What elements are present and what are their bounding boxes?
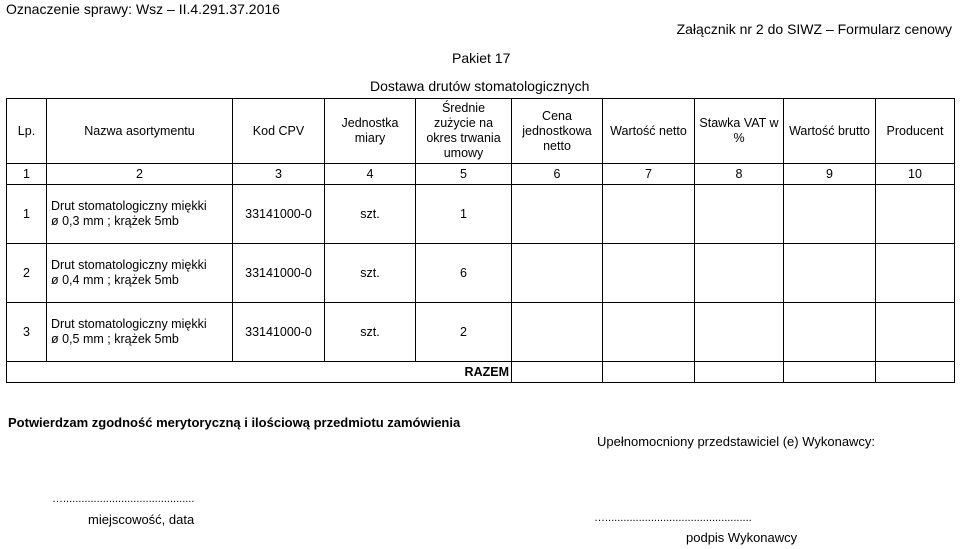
col-header-cpv: Kod CPV	[233, 99, 325, 164]
row-gross-value[interactable]	[784, 244, 876, 303]
representative-label: Upełnomocniony przedstawiciel (e) Wykonawcy:	[597, 434, 876, 449]
col-header-vat: Stawka VAT w %	[695, 99, 784, 164]
col-number: 6	[512, 164, 603, 185]
confirmation-text: Potwierdzam zgodność merytoryczną i ilościową przedmiotu zamówienia	[8, 415, 461, 430]
col-number: 10	[876, 164, 955, 185]
table-row	[7, 303, 955, 362]
total-label: RAZEM	[7, 362, 512, 383]
col-header-name: Nazwa asortymentu	[47, 99, 233, 164]
row-vat[interactable]	[695, 185, 784, 244]
row-unit: szt.	[325, 185, 416, 244]
row-unit: szt.	[325, 244, 416, 303]
row-unit-price[interactable]	[512, 244, 603, 303]
table-header	[7, 99, 955, 164]
attachment-title: Załącznik nr 2 do SIWZ – Formularz cenowy	[676, 21, 952, 37]
total-vat[interactable]	[695, 362, 784, 383]
row-net-value[interactable]	[603, 303, 695, 362]
table-row	[7, 244, 955, 303]
package-label: Pakiet 17	[452, 50, 511, 66]
row-quantity: 2	[416, 303, 512, 362]
row-producer[interactable]	[876, 244, 955, 303]
subject-title: Dostawa drutów stomatologicznych	[370, 78, 590, 94]
total-net-value[interactable]	[603, 362, 695, 383]
col-number: 2	[47, 164, 233, 185]
row-unit-price[interactable]	[512, 185, 603, 244]
price-table	[6, 98, 955, 383]
col-number: 1	[7, 164, 47, 185]
col-header-gross-value: Wartość brutto	[784, 99, 876, 164]
place-date-line: …...........................................	[52, 493, 195, 505]
row-lp: 1	[7, 185, 47, 244]
signature-line: …................................................	[594, 512, 752, 524]
case-number: Oznaczenie sprawy: Wsz – II.4.291.37.2016	[6, 1, 280, 17]
col-number: 9	[784, 164, 876, 185]
col-header-usage: Średnie zużycie na okres trwania umowy	[416, 99, 512, 164]
row-vat[interactable]	[695, 303, 784, 362]
row-cpv: 33141000-0	[233, 244, 325, 303]
col-number: 3	[233, 164, 325, 185]
row-net-value[interactable]	[603, 185, 695, 244]
row-cpv: 33141000-0	[233, 185, 325, 244]
col-number: 5	[416, 164, 512, 185]
row-quantity: 1	[416, 185, 512, 244]
row-lp: 3	[7, 303, 47, 362]
row-gross-value[interactable]	[784, 185, 876, 244]
col-number: 4	[325, 164, 416, 185]
total-row	[7, 362, 955, 383]
row-quantity: 6	[416, 244, 512, 303]
col-number: 8	[695, 164, 784, 185]
row-product-name: Drut stomatologiczny miękki ø 0,4 mm ; krążek 5mb	[47, 244, 233, 303]
row-producer[interactable]	[876, 185, 955, 244]
row-producer[interactable]	[876, 303, 955, 362]
signature-label: podpis Wykonawcy	[686, 530, 798, 545]
row-gross-value[interactable]	[784, 303, 876, 362]
row-net-value[interactable]	[603, 244, 695, 303]
col-header-unit-price: Cena jednostkowa netto	[512, 99, 603, 164]
place-date-label: miejscowość, data	[88, 512, 195, 527]
col-number: 7	[603, 164, 695, 185]
column-numbers-row	[7, 164, 955, 185]
table-row	[7, 185, 955, 244]
row-lp: 2	[7, 244, 47, 303]
col-header-net-value: Wartość netto	[603, 99, 695, 164]
total-unit-price[interactable]	[512, 362, 603, 383]
row-unit-price[interactable]	[512, 303, 603, 362]
row-product-name: Drut stomatologiczny miękki ø 0,5 mm ; krążek 5mb	[47, 303, 233, 362]
row-unit: szt.	[325, 303, 416, 362]
total-producer[interactable]	[876, 362, 955, 383]
total-gross-value[interactable]	[784, 362, 876, 383]
row-product-name: Drut stomatologiczny miękki ø 0,3 mm ; krążek 5mb	[47, 185, 233, 244]
col-header-lp: Lp.	[7, 99, 47, 164]
row-cpv: 33141000-0	[233, 303, 325, 362]
col-header-unit: Jednostka miary	[325, 99, 416, 164]
row-vat[interactable]	[695, 244, 784, 303]
col-header-producer: Producent	[876, 99, 955, 164]
